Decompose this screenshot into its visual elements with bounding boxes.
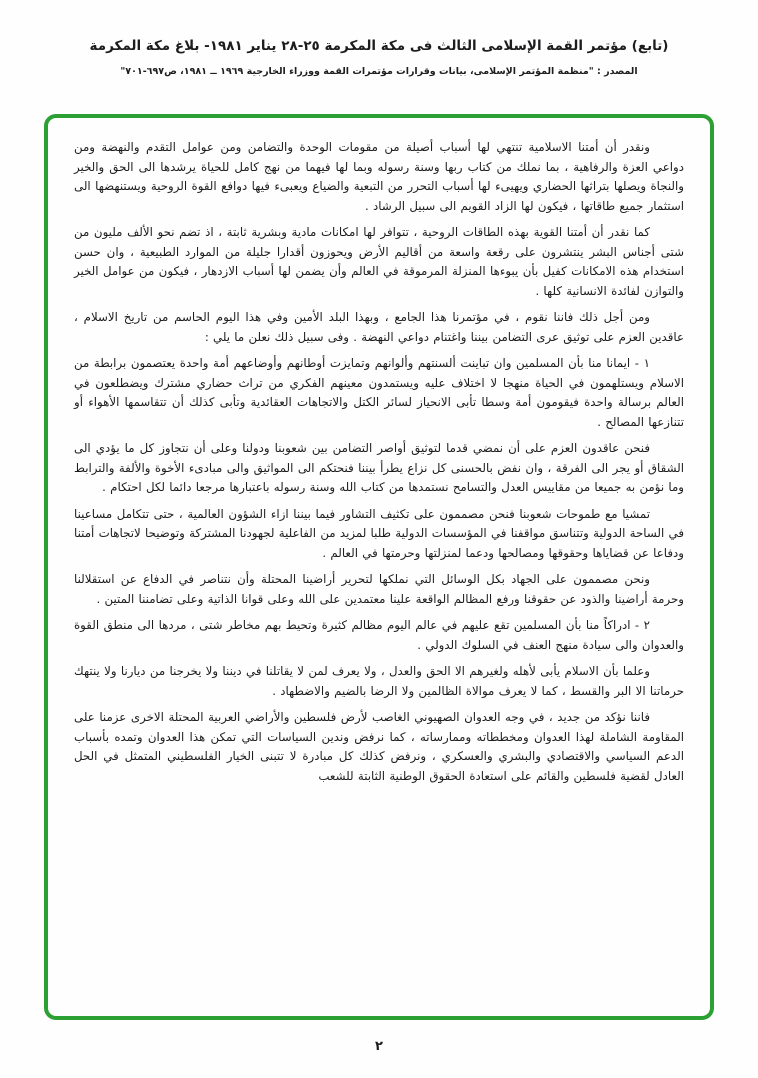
- document-title: (تابع) مؤتمر القمة الإسلامى الثالث فى مكة المكرمة ٢٥-٢٨ يناير ١٩٨١- بلاغ مكة المكرمة: [89, 38, 669, 54]
- content-frame: [44, 114, 714, 1020]
- paragraph-1: ونقدر أن أمتنا الاسلامية تنتهي لها أسباب أصيلة من مقومات الوحدة والتضامن ومن عوامل التقدم والنهضة ومن دواعي العزة والرفاهية ، بما نملك من كتاب ربها وسنة رسوله وبما لها فيهما من نهج كامل للحياة يرشدها الى الحق والخير والنجاة ويصلها بتراثها الحضاري ويهيىء لها أسباب التحرر من التبعية والضياع ويعبىء فيها دوافع القوة الروحية ويستنهضها الى استثمار جميع طاقاتها ، فيكون لها الزاد القويم الى سبيل الرشاد .: [74, 140, 684, 213]
- document-header: [30, 36, 728, 79]
- paragraph-9: وعلما بأن الاسلام يأبى لأهله ولغيرهم الا الحق والعدل ، ولا يعرف لمن لا يقاتلنا في ديننا ولا يخرجنا من ديارنا ولا ينتهك حرماتنا الا البر والقسط ، كما لا يعرف موالاة الظالمين ولا الرضا بالضيم والاضطهاد .: [74, 664, 684, 698]
- paragraph-5: فنحن عاقدون العزم على أن نمضي قدما لتوثيق أواصر التضامن بين شعوبنا ودولنا وعلى أن نتجاوز كل ما يؤدي الى الشقاق أو يجر الى الفرقة ، وان نفض بالحسنى كل نزاع يطرأ بيننا فنحتكم الى المواثيق والى مبادىء الأخوة والألفة والترابط وما نؤمن به جميعا من مقاييس العدل والتسامح نستمدها من كتاب الله وسنة رسوله باعتبارها مرجعا دائما لكل احتكام .: [74, 441, 684, 494]
- paragraph-2: كما نقدر أن أمتنا القوية بهذه الطاقات الروحية ، تتوافر لها امكانات مادية وبشرية ثابتة ، اذ تضم نحو الألف مليون من شتى أجناس البشر ينتشرون على رقعة واسعة من أقاليم الأرض ويحوزون أقدارا جليلة من الموارد الطبيعية ، وان حسن استخدام هذه الامكانات كفيل بأن يبوءها المنزلة المرموقة في العالم وأن يضمن لها أسباب الازدهار ، فيكون من عوامل الخير والتوازن لفائدة الانسانية كلها .: [74, 225, 684, 298]
- paragraph-3: ومن أجل ذلك فاننا نقوم ، في مؤتمرنا هذا الجامع ، وبهذا البلد الأمين وفي هذا اليوم الحاسم من تاريخ الاسلام ، عاقدين العزم على توثيق عرى التضامن بيننا واغتنام دواعي النهضة . وفى سبيل ذلك نعلن ما يلي :: [74, 310, 684, 344]
- page-number: ٢: [375, 1039, 383, 1054]
- paragraph-6: تمشيا مع طموحات شعوبنا فنحن مصممون على تكثيف التشاور فيما بيننا ازاء الشؤون العالمية ، حتى تتكامل مساعينا في الساحة الدولية وتتناسق مواقفنا في المؤسسات الدولية طلبا لمزيد من الفاعلية لجهودنا المشتركة وتوضيحا لاتجاهات أمتنا ودفاعا عن قضاياها وحقوقها ومصالحها ودعما لمنزلتها وحرمتها في العالم .: [74, 506, 684, 560]
- source-line: المصدر : "منظمة المؤتمر الإسلامى، بيانات وقرارات مؤتمرات القمة ووزراء الخارجية ١٩٦٩ ــ ١٩٨١، ص٦٩٧-٧٠١": [120, 66, 638, 78]
- paragraph-7: ونحن مصممون على الجهاد بكل الوسائل التي نملكها لتحرير أراضينا المحتلة وأن نتناصر في الدفاع عن استقلالنا وحرمة أراضينا والذود عن حقوقنا ورفع المظالم الواقعة علينا معتمدين على الله وعلى قوانا الذاتية وعلى تضامننا المتين .: [74, 572, 684, 606]
- paragraph-8: ٢ - ادراكاً منا بأن المسلمين تقع عليهم في عالم اليوم مظالم كثيرة وتحيط بهم مخاطر شتى ، مردها الى منطق القوة والعدوان والى سيادة منهج العنف في السلوك الدولي .: [74, 618, 684, 652]
- paragraph-4: ١ - ايمانا منا بأن المسلمين وان تباينت ألسنتهم وألوانهم وتمايزت أوطانهم وأوضاعهم أمة واحدة يعتصمون برابطة من الاسلام ويستلهمون في الحياة منهجا لا اختلاف عليه ويستمدون معينهم الفكري من تراث حضاري مشترك ويضطلعون في العالم برسالة واحدة فيقومون أمة وسطا تأبى الانحياز لسائر الكتل والاتجاهات العقائدية وتأبى كذلك أن تتقاسمها الأهواء أو تتنازعها المصالح .: [74, 356, 684, 429]
- paragraph-10: فاننا نؤكد من جديد ، في وجه العدوان الصهيوني الغاصب لأرض فلسطين والأراضي العربية المحتلة الاخرى عزمنا على المقاومة الشاملة لهذا العدوان ومخططاته وممارساته ، كما نرفض وندين السياسات التي تمكن هذا العدوان وتمده بأسباب الدعم السياسي والاقتصادي والبشري والعسكري ، ونرفض كذلك كل مبادرة لا تتبنى الخيار الفلسطيني المتمثل في الحل العادل لقضية فلسطين والقائم على استعادة الحقوق الوطنية الثابتة للشعب: [74, 710, 684, 783]
- page-footer: [0, 1039, 758, 1054]
